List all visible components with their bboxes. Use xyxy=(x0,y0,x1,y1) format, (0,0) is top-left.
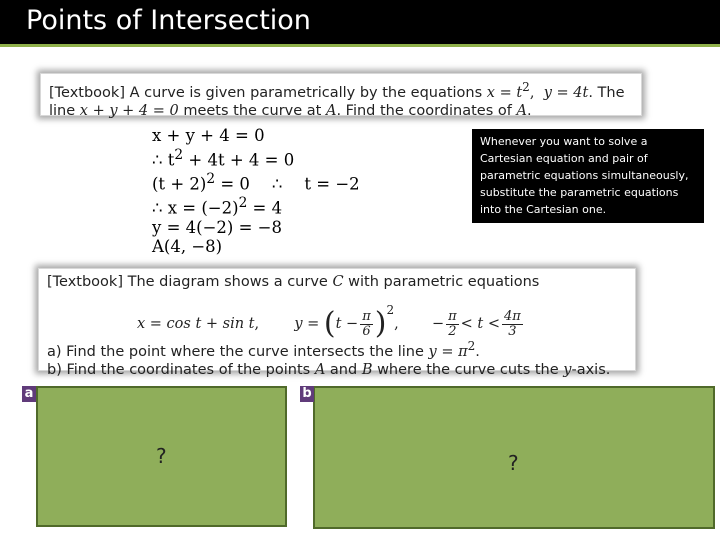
working-line-4-a: ∴ x = (−2) xyxy=(152,198,239,218)
q1-x-exponent: 2 xyxy=(522,80,530,94)
answer-b-placeholder: ? xyxy=(508,451,519,475)
answer-b-tag: b xyxy=(300,386,314,402)
q2-minus: − xyxy=(431,316,445,332)
q2-y-comma: , xyxy=(394,316,399,332)
q1-intro-text: [Textbook] A curve is given parametrically by the equations xyxy=(49,84,487,101)
worked-solution xyxy=(152,126,360,257)
q2-intro-text: [Textbook] The diagram shows a curve xyxy=(47,274,333,290)
q2-curve-name: C xyxy=(332,274,344,290)
q2-two-denominator: 2 xyxy=(448,323,457,339)
tip-note: Whenever you want to solve a Cartesian equation and pair of parametric equations simultaneously, substitute the parametric equations into the Cartesian one. xyxy=(472,129,704,223)
q1-comma: , xyxy=(529,84,535,101)
q2-4pi-numerator: 4π xyxy=(504,308,521,324)
q1-period: . xyxy=(526,102,532,119)
q2-y-equation-lhs: y = xyxy=(294,316,324,332)
working-line-3-b: = 0 xyxy=(215,174,250,194)
q2-six-denominator: 6 xyxy=(362,323,371,339)
answer-box-a[interactable] xyxy=(36,386,287,527)
working-line-2-exponent: 2 xyxy=(174,146,184,163)
q2-part-b-pre: b) Find the coordinates of the points xyxy=(47,361,315,378)
answer-a-placeholder: ? xyxy=(156,444,167,468)
working-line-3-exponent: 2 xyxy=(206,170,216,187)
q2-three-denominator: 3 xyxy=(508,323,517,339)
q2-part-a-equation: y = π xyxy=(428,343,468,360)
q2-t-range: < t < xyxy=(460,316,500,332)
working-line-4-b: = 4 xyxy=(247,198,283,218)
q2-line-1-tail: with parametric equations xyxy=(343,274,540,290)
q2-t-minus: t − xyxy=(335,316,359,332)
q2-part-b-tail: -axis. xyxy=(571,361,611,378)
working-line-2-b: + 4t + 4 = 0 xyxy=(183,150,295,170)
title-bar xyxy=(0,0,720,44)
q2-pi-over-6 xyxy=(360,310,373,339)
q2-x-comma: , xyxy=(254,316,260,332)
q2-part-b-and: and xyxy=(325,361,362,378)
q1-line-2-tail: . Find the coordinates of xyxy=(336,102,517,119)
working-line-4 xyxy=(152,194,360,218)
q2-pi-numerator: π xyxy=(362,308,371,324)
q1-line-1-tail: . The xyxy=(588,84,625,101)
q2-part-b xyxy=(47,361,627,379)
q2-4pi-over-3 xyxy=(502,310,523,339)
answer-a-tag: a xyxy=(22,386,36,402)
q2-part-b-y: y xyxy=(563,361,572,378)
textbook-question-2 xyxy=(38,268,636,378)
q2-part-b-mid: where the curve cuts the xyxy=(372,361,564,378)
q2-part-b-point-b: B xyxy=(361,361,373,378)
q1-y-equation: y = 4t xyxy=(543,84,589,101)
q2-part-b-point-a: A xyxy=(314,361,326,378)
q1-point-a-2: A xyxy=(516,102,527,119)
q2-y-exponent: 2 xyxy=(386,303,395,317)
q2-pi-over-2 xyxy=(446,310,459,339)
q2-part-a-period: . xyxy=(475,343,480,360)
working-line-5: y = 4(−2) = −8 xyxy=(152,217,282,237)
question-1-line-2 xyxy=(49,102,633,120)
q1-line-equation: x + y + 4 = 0 xyxy=(79,102,179,119)
q1-x-equation: x = t xyxy=(486,84,523,101)
q2-part-a xyxy=(47,337,627,361)
title-accent-line xyxy=(0,44,720,47)
working-line-3-therefore: ∴ xyxy=(271,174,283,194)
working-line-2 xyxy=(152,146,360,170)
question-1-line-1 xyxy=(49,78,633,102)
q2-pi2-numerator: π xyxy=(448,308,457,324)
question-2-line-1 xyxy=(47,273,627,291)
textbook-question-1 xyxy=(40,73,642,119)
q2-part-a-text: a) Find the point where the curve intersects the line xyxy=(47,343,429,360)
answer-box-b[interactable] xyxy=(313,386,715,529)
q2-close-paren: ) xyxy=(374,306,387,341)
q1-line-2-mid: meets the curve at xyxy=(178,102,326,119)
q1-point-a: A xyxy=(325,102,337,119)
working-line-4-exponent: 2 xyxy=(238,194,248,211)
working-line-3-a: (t + 2) xyxy=(152,174,207,194)
page-title: Points of Intersection xyxy=(26,5,311,36)
working-line-2-a: ∴ t xyxy=(152,150,175,170)
working-line-6: A(4, −8) xyxy=(152,237,223,257)
q2-open-paren: ( xyxy=(323,306,336,341)
q2-part-a-exponent: 2 xyxy=(467,339,476,353)
working-line-1: x + y + 4 = 0 xyxy=(152,126,265,145)
working-line-3 xyxy=(152,170,360,194)
q1-line-2-pre: line xyxy=(49,102,80,119)
q2-x-equation: x = cos t + sin t xyxy=(137,316,255,332)
q2-parametric-equations xyxy=(137,295,627,339)
working-line-3-solution: t = −2 xyxy=(304,174,360,194)
